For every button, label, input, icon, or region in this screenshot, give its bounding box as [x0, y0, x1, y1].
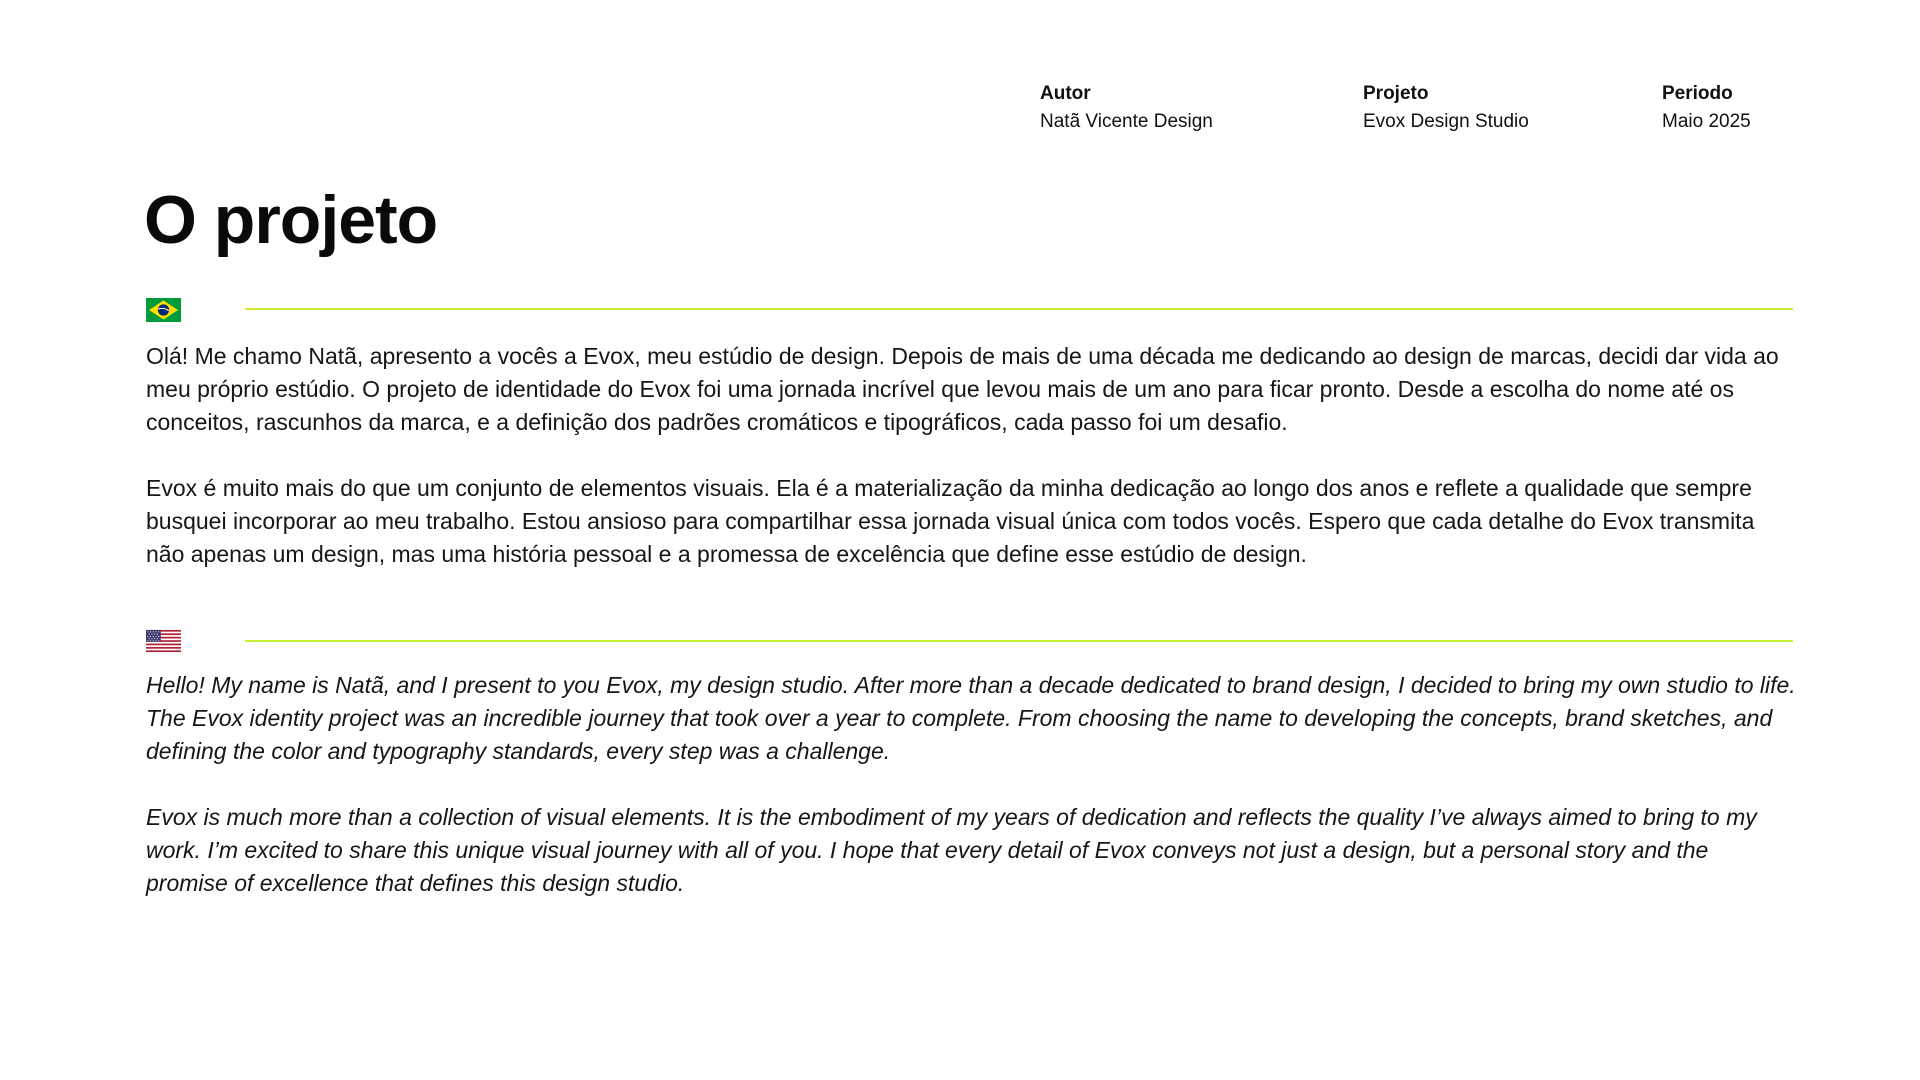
english-text-block: [146, 669, 1796, 900]
english-paragraph: Evox is much more than a collection of visual elements. It is the embodiment of my years of dedication and reflects the quality I’ve always aimed to bring to my work. I’m excited to share this unique visual journey with all of you. I hope that every detail of Evox conveys not just a design, but a personal story and the promise of excellence that defines this design studio.: [146, 804, 1757, 896]
portuguese-paragraph: Olá! Me chamo Natã, apresento a vocês a Evox, meu estúdio de design. Depois de mais de uma década me dedicando ao design de marcas, decidi dar vida ao meu próprio estúdio. O projeto de identidade do Evox foi uma jornada incrível que levou mais de um ano para ficar pronto. Desde a escolha do nome até os conceitos, rascunhos da marca, e a definição dos padrões cromáticos e tipográficos, cada passo foi um desafio.: [146, 343, 1779, 435]
meta-project: [1363, 80, 1529, 136]
portuguese-paragraph: Evox é muito mais do que um conjunto de elementos visuais. Ela é a materialização da minha dedicação ao longo dos anos e reflete a qualidade que sempre busquei incorporar ao meu trabalho. Estou ansioso para compartilhar essa jornada visual única com todos vocês. Espero que cada detalhe do Evox transmita não apenas um design, mas uma história pessoal e a promessa de excelência que define esse estúdio de design.: [146, 475, 1755, 567]
meta-author-value: Natã Vicente Design: [1040, 111, 1213, 132]
meta-author-label: Autor: [1040, 83, 1091, 104]
portuguese-text-block: [146, 340, 1796, 571]
meta-period: [1662, 80, 1751, 136]
usa-flag-icon: [146, 629, 181, 653]
section-divider-portuguese: [245, 308, 1793, 310]
meta-author: [1040, 80, 1213, 136]
section-divider-english: [245, 640, 1793, 642]
meta-period-value: Maio 2025: [1662, 111, 1751, 132]
english-paragraph: Hello! My name is Natã, and I present to you Evox, my design studio. After more than a decade dedicated to brand design, I decided to bring my own studio to life. The Evox identity project was an incredible journey that took over a year to complete. From choosing the name to developing the concepts, brand sketches, and defining the color and typography standards, every step was a challenge.: [146, 672, 1796, 764]
brazil-flag-icon: [146, 298, 181, 322]
meta-period-label: Periodo: [1662, 83, 1733, 104]
meta-project-label: Projeto: [1363, 83, 1429, 104]
page-title: O projeto: [144, 182, 438, 258]
meta-project-value: Evox Design Studio: [1363, 111, 1529, 132]
